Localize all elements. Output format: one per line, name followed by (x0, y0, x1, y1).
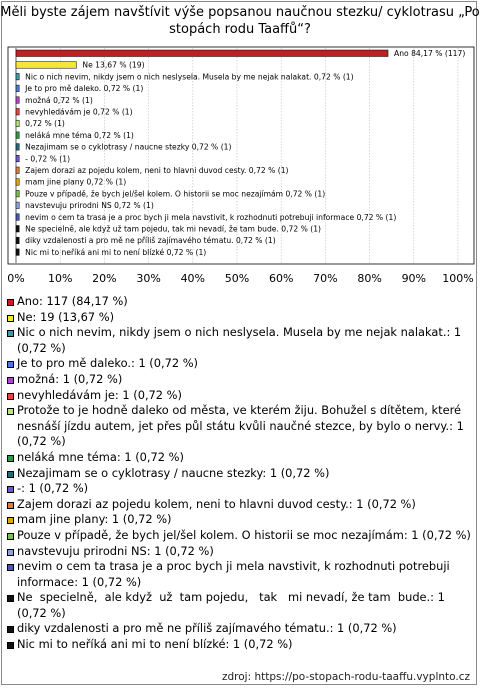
legend-item (7, 544, 473, 560)
bar (16, 109, 19, 116)
bar (16, 132, 19, 139)
bar-data-label: diky vzdalenosti a pro mě ne příliš zajímavého tématu. 0,72 % (1) (25, 236, 276, 246)
bar-data-label: Nezajimam se o cyklotrasy / naucne stezky 0,72 % (1) (25, 142, 232, 152)
x-tick-labels (7, 272, 473, 285)
legend-item (7, 621, 473, 637)
bar (16, 85, 19, 92)
bar (16, 226, 19, 233)
bar-data-label: nevim o cem ta trasa je a proc bych ji mela navstivit, k rozhodnuti potrebuji informace 0,72 % (1) (25, 212, 397, 222)
bar-data-label: navstevuju prirodni NS 0,72 % (1) (25, 201, 154, 211)
bar (16, 50, 388, 57)
legend-item (7, 294, 473, 310)
x-tick-label: 40% (180, 272, 206, 285)
legend-item (7, 466, 473, 482)
legend-label: -: 1 (0,72 %) (17, 481, 89, 496)
chart-title: Měli byste zájem navštívit výše popsanou naučnou stezku/ cyklotrasu „Po stopách rodu Taaffů“? (0, 5, 480, 37)
bar-data-label: Nic o nich nevim, nikdy jsem o nich neslysela. Musela by me nejak nalakat. 0,72 % (1) (25, 72, 354, 82)
bar-data-label: Nic mi to neříká ani mi to není blízké 0,72 % (1) (25, 247, 207, 257)
bar-data-label: neláká mne téma 0,72 % (1) (25, 130, 134, 140)
legend-label: Ne specielně, ale když už tam pojedu, tak mi nevadí, že tam bude.: 1 (0,72 %) (17, 590, 449, 620)
legend-label: nevyhledávám je: 1 (0,72 %) (17, 387, 182, 402)
bar (16, 202, 19, 209)
legend-swatch (7, 564, 14, 571)
legend-label: Pouze v případě, že bych jel/šel kolem. O historii se moc nezajímám: 1 (0,72 %) (17, 527, 471, 542)
bar (16, 237, 19, 244)
x-tick-label: 30% (136, 272, 161, 285)
bar-data-label: Ne specielně, ale když už tam pojedu, tak mi nevadí, že tam bude. 0,72 % (1) (25, 224, 322, 234)
legend-swatch (7, 361, 14, 368)
legend-item (7, 356, 473, 372)
x-tick-label: 90% (401, 272, 427, 285)
legend-label: Ne: 19 (13,67 %) (17, 309, 115, 324)
legend-item (7, 497, 473, 513)
legend-label: mam jine plany: 1 (0,72 %) (17, 512, 172, 527)
bar-data-label: Ne 13,67 % (19) (82, 60, 145, 70)
legend-label: nevim o cem ta trasa je a proc bych ji mela navstivit, k rozhodnuti potrebuji informace: 1 (0,72 %) (17, 559, 454, 589)
legend-label: Protože to je hodně daleko od města, ve kterém žiju. Bohužel s dítětem, které nesnáší jízdu autem, jet přes půl státu kvůli naučné stezce, by bylo o nervy.: 1 (0,72 %) (17, 403, 468, 449)
legend-label: Zajem dorazi az pojedu kolem, neni to hlavni duvod cesty.: 1 (0,72 %) (17, 496, 416, 511)
legend-label: Nezajimam se o cyklotrasy / naucne stezky: 1 (0,72 %) (17, 465, 330, 480)
legend-swatch (7, 642, 14, 649)
legend-label: navstevuju prirodni NS: 1 (0,72 %) (17, 543, 214, 558)
legend-item (7, 372, 473, 388)
bar (16, 97, 19, 104)
legend-swatch (7, 471, 14, 478)
legend-item (7, 310, 473, 326)
legend-label: Nic mi to neříká ani mi to není blízké: 1 (0,72 %) (17, 637, 293, 652)
bar (16, 73, 19, 80)
x-tick-label: 100% (442, 272, 474, 285)
bar-data-label: možná 0,72 % (1) (25, 95, 93, 105)
bar-data-label: Ano 84,17 % (117) (394, 49, 466, 58)
legend-swatch (7, 533, 14, 540)
legend-swatch (7, 377, 14, 384)
legend-swatch (7, 330, 14, 337)
bar-data-label: Zajem dorazi az pojedu kolem, neni to hlavni duvod cesty. 0,72 % (1) (25, 166, 289, 175)
x-tick-label: 70% (313, 272, 338, 285)
legend-item (7, 450, 473, 466)
legend-swatch (7, 502, 14, 509)
bar (16, 144, 19, 151)
x-tick-label: 10% (47, 272, 73, 285)
legend (7, 294, 473, 653)
bar-chart (0, 0, 480, 294)
legend-swatch (7, 486, 14, 493)
legend-label: Je to pro mě daleko.: 1 (0,72 %) (17, 356, 199, 371)
legend-swatch (7, 455, 14, 462)
x-tick-label: 50% (224, 272, 250, 285)
legend-item (7, 325, 473, 356)
bar-data-label: nevyhledávám je 0,72 % (1) (25, 107, 133, 117)
legend-swatch (7, 393, 14, 400)
legend-swatch (7, 408, 14, 415)
bar-data-label: - 0,72 % (1) (25, 154, 71, 164)
legend-item (7, 528, 473, 544)
legend-item (7, 403, 473, 450)
bar (16, 155, 19, 162)
legend-swatch (7, 299, 14, 306)
bar-data-label: 0,72 % (1) (25, 119, 65, 129)
legend-item (7, 637, 473, 653)
bar (16, 249, 19, 256)
legend-swatch (7, 595, 14, 602)
legend-item (7, 481, 473, 497)
x-tick-label: 20% (92, 272, 117, 285)
legend-label: Ano: 117 (84,17 %) (17, 294, 128, 308)
legend-item (7, 559, 473, 590)
x-tick-label: 60% (268, 272, 294, 285)
legend-label: diky vzdalenosti a pro mě ne příliš zajímavého tématu.: 1 (0,72 %) (17, 621, 397, 636)
legend-item (7, 590, 473, 621)
bar-data-label: mam jine plany 0,72 % (1) (25, 177, 127, 187)
legend-label: neláká mne téma: 1 (0,72 %) (17, 449, 184, 464)
bar (16, 62, 76, 68)
legend-swatch (7, 549, 14, 556)
legend-swatch (7, 517, 14, 524)
x-tick-label: 0% (7, 272, 25, 285)
bar (16, 214, 19, 221)
x-tick-label: 80% (357, 272, 382, 285)
bar-data-label: Je to pro mě daleko. 0,72 % (1) (25, 84, 144, 94)
legend-label: Nic o nich nevim, nikdy jsem o nich neslysela. Musela by me nejak nalakat.: 1 (0,72 %) (17, 325, 465, 355)
legend-label: možná: 1 (0,72 %) (17, 371, 123, 386)
legend-item (7, 512, 473, 528)
bar (16, 120, 19, 127)
legend-item (7, 388, 473, 404)
bar (16, 190, 19, 197)
legend-swatch (7, 315, 14, 322)
bar (16, 167, 19, 174)
source-text: zdroj: https://po-stopach-rodu-taaffu.vyplnto.cz (222, 671, 470, 683)
bar (16, 179, 19, 186)
bar-data-label: Pouze v případě, že bych jel/šel kolem. O historii se moc nezajímám 0,72 % (1) (25, 189, 326, 199)
legend-swatch (7, 626, 14, 633)
